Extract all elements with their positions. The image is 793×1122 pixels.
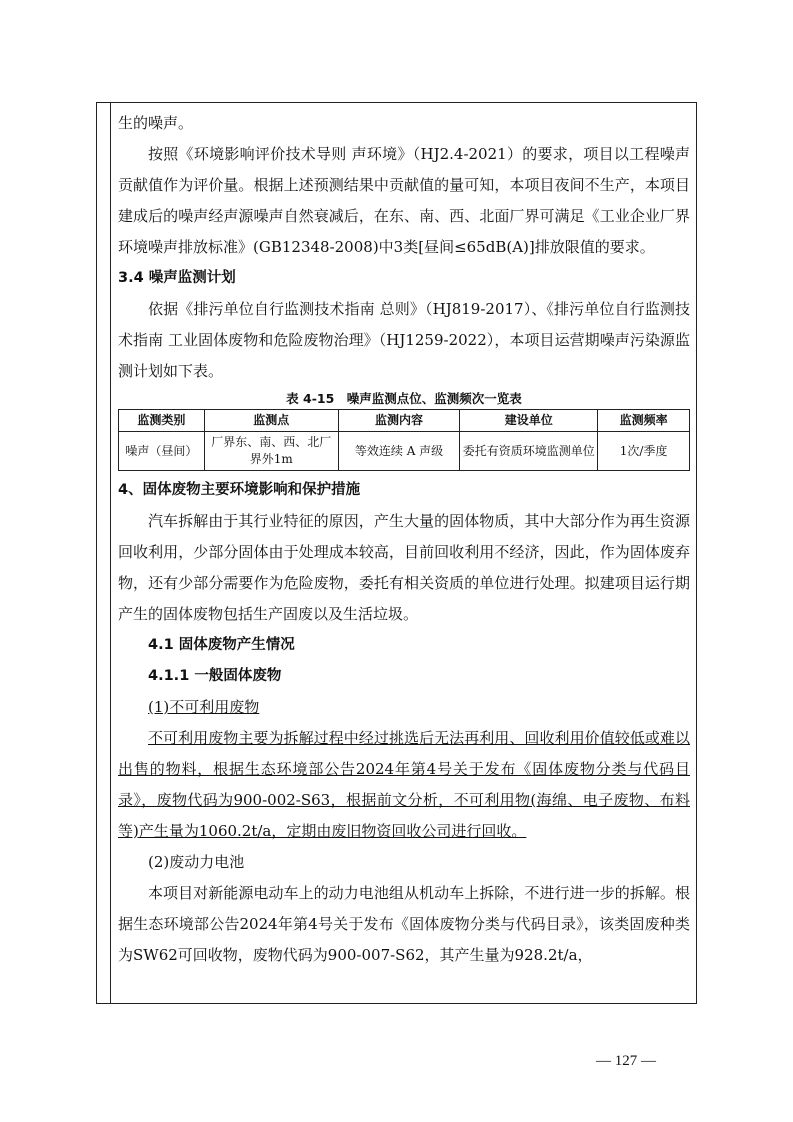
subheading-unusable-waste — [118, 692, 690, 723]
table-cell: 1次/季度 — [598, 432, 690, 471]
table-cell: 委托有资质环境监测单位 — [460, 432, 598, 471]
table-row — [119, 432, 690, 471]
frame-left-column-rule — [110, 102, 111, 1004]
table-header-cell: 监测类别 — [119, 410, 205, 432]
table-cell: 厂界东、南、西、北厂界外1m — [204, 432, 338, 471]
subheading-waste-battery: (2)废动力电池 — [148, 853, 245, 871]
table-header-cell: 监测内容 — [338, 410, 460, 432]
table-header-row — [119, 410, 690, 432]
subheading-unusable-waste-text: (1)不可利用废物 — [148, 698, 260, 716]
table-cell: 等效连续 A 声级 — [338, 432, 460, 471]
heading-4: 4、固体废物主要环境影响和保护措施 — [118, 482, 361, 498]
table-header-cell: 监测频率 — [598, 410, 690, 432]
heading-4-1: 4.1 固体废物产生情况 — [148, 637, 295, 653]
table-cell: 噪声（昼间） — [119, 432, 205, 471]
table-header-cell: 监测点 — [204, 410, 338, 432]
page-number: — 127 — — [596, 1053, 656, 1069]
paragraph-monitoring-basis: 依据《排污单位自行监测技术指南 总则》（HJ819-2017）、《排污单位自行监测技术指南 工业固体废物和危险废物治理》（HJ1259-2022），本项目运营期噪声污染源监测计划如下表。 — [118, 300, 690, 380]
table-caption: 表 4-15 噪声监测点位、监测频次一览表 — [286, 391, 522, 406]
paragraph-waste-battery: 本项目对新能源电动车上的动力电池组从机动车上拆除，不进行进一步的拆解。根据生态环境部公告2024年第4号关于发布《固体废物分类与代码目录》，该类固废种类为SW62可回收物，废物代码为900-007-S62，其产生量为928.2t/a， — [118, 884, 690, 964]
table-header-cell: 建设单位 — [460, 410, 598, 432]
document-content — [118, 108, 690, 971]
noise-monitoring-table — [118, 409, 690, 471]
paragraph-solid-waste-intro: 汽车拆解由于其行业特征的原因，产生大量的固体物质，其中大部分作为再生资源回收利用，少部分固体由于处理成本较高，目前回收利用不经济，因此，作为固体废弃物，还有少部分需要作为危险废物，委托有相关资质的单位进行处理。拟建项目运行期产生的固体废物包括生产固废以及生活垃圾。 — [118, 512, 690, 623]
paragraph-continuation: 生的噪声。 — [118, 114, 194, 132]
heading-3-4: 3.4 噪声监测计划 — [118, 270, 236, 286]
paragraph-noise-evaluation: 按照《环境影响评价技术导则 声环境》（HJ2.4-2021）的要求，项目以工程噪声贡献值作为评价量。根据上述预测结果中贡献值的量可知，本项目夜间不生产，本项目建成后的噪声经声源噪声自然衰减后，在东、南、西、北面厂界可满足《工业企业厂界环境噪声排放标准》(GB12348-2008)中3类[昼间≤65dB(A)]排放限值的要求。 — [118, 145, 690, 256]
paragraph-unusable-waste: 不可利用废物主要为拆解过程中经过挑选后无法再利用、回收利用价值较低或难以出售的物料，根据生态环境部公告2024年第4号关于发布《固体废物分类与代码目录》，废物代码为900-002-S63，根据前文分析，不可利用物(海绵、电子废物、布料等)产生量为1060.2t/a，定期由废旧物资回收公司进行回收。 — [118, 729, 690, 840]
heading-4-1-1: 4.1.1 一般固体废物 — [148, 668, 282, 684]
